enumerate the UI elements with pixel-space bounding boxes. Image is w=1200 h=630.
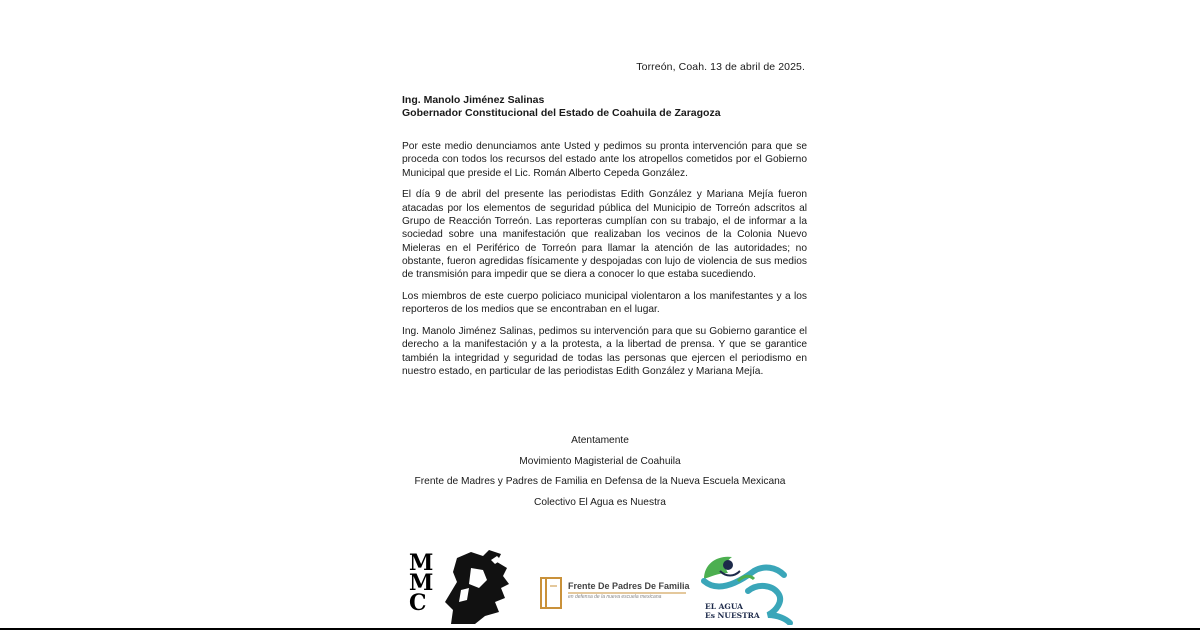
mmc-letters: M M C	[409, 550, 434, 616]
logo-row	[355, 548, 845, 630]
date-line: Torreón, Coah. 13 de abril de 2025.	[636, 61, 805, 73]
paragraph-3: Los miembros de este cuerpo policiaco municipal violentaron a los manifestantes y a los reporteros de los medios que se encontraban en el lugar.	[402, 290, 807, 316]
frente-logo	[538, 576, 688, 612]
signatory-2: Frente de Madres y Padres de Familia en Defensa de la Nueva Escuela Mexicana	[414, 476, 786, 488]
letter-page	[355, 0, 845, 630]
paragraph-2: El día 9 de abril del presente las periodistas Edith González y Mariana Mejía fueron atacadas por los elementos de seguridad pública del Municipio de Torreón adscritos al Grupo de Reacción Torreón. Las reporteras cumplían con su trabajo, el de informar a la sociedad sobre una manifestación que realizaban los vecinos de la Colonia Nuevo Mieleras en el Periférico de Torreón para llamar la atención de las autoridades; no obstante, fueron agredidas físicamente y despojadas con lujo de violencia de sus medios de transmisión para impedir que se diera a conocer lo que estaba sucediendo.	[402, 189, 807, 281]
signatory-3: Colectivo El Agua es Nuestra	[534, 496, 666, 508]
silhouette-figure-icon	[405, 548, 523, 624]
addressee-block	[402, 94, 822, 120]
book-icon	[538, 576, 564, 610]
frente-title: Frente De Padres De Familia	[568, 581, 690, 591]
signatory-1: Movimiento Magisterial de Coahuila	[519, 455, 681, 467]
agua-wordmark: EL AGUA Es NUESTRA	[705, 602, 760, 620]
closing-salutation: Atentamente	[571, 435, 629, 446]
agua-logo	[698, 553, 793, 630]
letter-body	[402, 140, 807, 387]
paragraph-4: Ing. Manolo Jiménez Salinas, pedimos su intervención para que su Gobierno garantice el derecho a la manifestación y a la protesta, a la libertad de prensa. Y que se garantice también la integridad y seguridad de todas las personas que ejercen el periodismo en nuestro estado, en particular de las periodistas Edith González y Mariana Mejía.	[402, 326, 807, 377]
closing-block	[355, 434, 845, 516]
paragraph-1: Por este medio denunciamos ante Usted y pedimos su pronta intervención para que se proceda con todos los recursos del estado ante los atropellos cometidos por el Gobierno Municipal que preside el Lic. Román Alberto Cepeda González.	[402, 141, 807, 179]
addressee-title: Gobernador Constitucional del Estado de Coahuila de Zaragoza	[402, 107, 721, 119]
addressee-name: Ing. Manolo Jiménez Salinas	[402, 94, 545, 106]
frente-subtitle: en defensa de la nueva escuela mexicana	[568, 594, 662, 600]
mmc-logo	[405, 548, 523, 624]
